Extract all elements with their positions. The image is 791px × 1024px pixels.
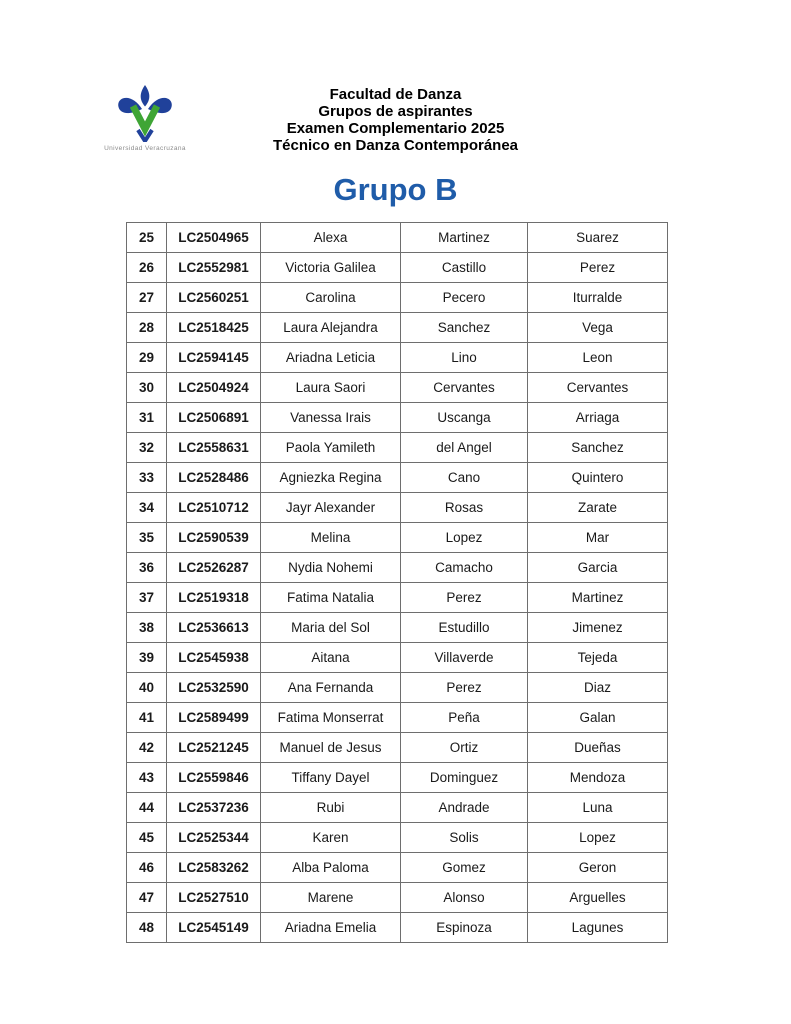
maternal-surname: Galan xyxy=(528,703,668,733)
header-line-groups: Grupos de aspirantes xyxy=(318,103,473,120)
maternal-surname: Geron xyxy=(528,853,668,883)
first-name: Aitana xyxy=(261,643,401,673)
maternal-surname: Arguelles xyxy=(528,883,668,913)
first-name: Carolina xyxy=(261,283,401,313)
maternal-surname: Lopez xyxy=(528,823,668,853)
first-name: Victoria Galilea xyxy=(261,253,401,283)
student-id: LC2552981 xyxy=(167,253,261,283)
row-number: 28 xyxy=(127,313,167,343)
row-number: 37 xyxy=(127,583,167,613)
header-line-program: Técnico en Danza Contemporánea xyxy=(272,137,519,154)
paternal-surname: Cervantes xyxy=(401,373,528,403)
student-table-body xyxy=(127,223,668,943)
student-id: LC2527510 xyxy=(167,883,261,913)
paternal-surname: Cano xyxy=(401,463,528,493)
row-number: 45 xyxy=(127,823,167,853)
maternal-surname: Garcia xyxy=(528,553,668,583)
maternal-surname: Martinez xyxy=(528,583,668,613)
first-name: Maria del Sol xyxy=(261,613,401,643)
table-row xyxy=(127,763,668,793)
row-number: 39 xyxy=(127,643,167,673)
paternal-surname: Castillo xyxy=(401,253,528,283)
student-id: LC2537236 xyxy=(167,793,261,823)
table-row xyxy=(127,433,668,463)
paternal-surname: Alonso xyxy=(401,883,528,913)
maternal-surname: Luna xyxy=(528,793,668,823)
paternal-surname: Lopez xyxy=(401,523,528,553)
maternal-surname: Tejeda xyxy=(528,643,668,673)
paternal-surname: Perez xyxy=(401,673,528,703)
row-number: 26 xyxy=(127,253,167,283)
first-name: Melina xyxy=(261,523,401,553)
table-row xyxy=(127,523,668,553)
row-number: 46 xyxy=(127,853,167,883)
table-row xyxy=(127,403,668,433)
paternal-surname: Rosas xyxy=(401,493,528,523)
student-id: LC2532590 xyxy=(167,673,261,703)
paternal-surname: Uscanga xyxy=(401,403,528,433)
first-name: Nydia Nohemi xyxy=(261,553,401,583)
table-row xyxy=(127,493,668,523)
table-row xyxy=(127,313,668,343)
first-name: Fatima Natalia xyxy=(261,583,401,613)
row-number: 25 xyxy=(127,223,167,253)
student-id: LC2589499 xyxy=(167,703,261,733)
first-name: Paola Yamileth xyxy=(261,433,401,463)
row-number: 32 xyxy=(127,433,167,463)
row-number: 41 xyxy=(127,703,167,733)
first-name: Jayr Alexander xyxy=(261,493,401,523)
maternal-surname: Cervantes xyxy=(528,373,668,403)
maternal-surname: Zarate xyxy=(528,493,668,523)
logo-caption: Universidad Veracruzana xyxy=(104,145,186,152)
table-row xyxy=(127,253,668,283)
first-name: Manuel de Jesus xyxy=(261,733,401,763)
first-name: Rubi xyxy=(261,793,401,823)
table-row xyxy=(127,853,668,883)
first-name: Laura Saori xyxy=(261,373,401,403)
table-row xyxy=(127,373,668,403)
paternal-surname: Dominguez xyxy=(401,763,528,793)
row-number: 31 xyxy=(127,403,167,433)
maternal-surname: Quintero xyxy=(528,463,668,493)
first-name: Agniezka Regina xyxy=(261,463,401,493)
table-row xyxy=(127,913,668,943)
group-title: Grupo B xyxy=(333,172,458,207)
maternal-surname: Lagunes xyxy=(528,913,668,943)
row-number: 36 xyxy=(127,553,167,583)
first-name: Laura Alejandra xyxy=(261,313,401,343)
student-table xyxy=(126,222,668,943)
student-id: LC2526287 xyxy=(167,553,261,583)
maternal-surname: Diaz xyxy=(528,673,668,703)
table-row xyxy=(127,553,668,583)
student-id: LC2594145 xyxy=(167,343,261,373)
first-name: Fatima Monserrat xyxy=(261,703,401,733)
maternal-surname: Jimenez xyxy=(528,613,668,643)
table-row xyxy=(127,673,668,703)
table-row xyxy=(127,823,668,853)
row-number: 33 xyxy=(127,463,167,493)
paternal-surname: Gomez xyxy=(401,853,528,883)
student-id: LC2545938 xyxy=(167,643,261,673)
maternal-surname: Suarez xyxy=(528,223,668,253)
maternal-surname: Vega xyxy=(528,313,668,343)
row-number: 40 xyxy=(127,673,167,703)
paternal-surname: Ortiz xyxy=(401,733,528,763)
paternal-surname: Villaverde xyxy=(401,643,528,673)
paternal-surname: Martinez xyxy=(401,223,528,253)
row-number: 29 xyxy=(127,343,167,373)
student-id: LC2506891 xyxy=(167,403,261,433)
student-id: LC2504965 xyxy=(167,223,261,253)
row-number: 42 xyxy=(127,733,167,763)
student-id: LC2504924 xyxy=(167,373,261,403)
maternal-surname: Mar xyxy=(528,523,668,553)
first-name: Tiffany Dayel xyxy=(261,763,401,793)
paternal-surname: Pecero xyxy=(401,283,528,313)
paternal-surname: del Angel xyxy=(401,433,528,463)
maternal-surname: Sanchez xyxy=(528,433,668,463)
paternal-surname: Estudillo xyxy=(401,613,528,643)
row-number: 35 xyxy=(127,523,167,553)
first-name: Alba Paloma xyxy=(261,853,401,883)
table-row xyxy=(127,883,668,913)
student-id: LC2510712 xyxy=(167,493,261,523)
paternal-surname: Solis xyxy=(401,823,528,853)
paternal-surname: Andrade xyxy=(401,793,528,823)
student-id: LC2583262 xyxy=(167,853,261,883)
row-number: 27 xyxy=(127,283,167,313)
maternal-surname: Mendoza xyxy=(528,763,668,793)
paternal-surname: Peña xyxy=(401,703,528,733)
student-id: LC2525344 xyxy=(167,823,261,853)
student-id: LC2521245 xyxy=(167,733,261,763)
row-number: 48 xyxy=(127,913,167,943)
table-row xyxy=(127,703,668,733)
header-line-exam: Examen Complementario 2025 xyxy=(286,120,505,137)
first-name: Ana Fernanda xyxy=(261,673,401,703)
paternal-surname: Sanchez xyxy=(401,313,528,343)
table-row xyxy=(127,793,668,823)
row-number: 44 xyxy=(127,793,167,823)
student-id: LC2519318 xyxy=(167,583,261,613)
student-id: LC2518425 xyxy=(167,313,261,343)
maternal-surname: Leon xyxy=(528,343,668,373)
maternal-surname: Arriaga xyxy=(528,403,668,433)
maternal-surname: Perez xyxy=(528,253,668,283)
paternal-surname: Lino xyxy=(401,343,528,373)
student-id: LC2536613 xyxy=(167,613,261,643)
first-name: Vanessa Irais xyxy=(261,403,401,433)
row-number: 47 xyxy=(127,883,167,913)
table-row xyxy=(127,733,668,763)
student-id: LC2528486 xyxy=(167,463,261,493)
paternal-surname: Camacho xyxy=(401,553,528,583)
table-row xyxy=(127,613,668,643)
student-id: LC2559846 xyxy=(167,763,261,793)
table-row xyxy=(127,583,668,613)
row-number: 43 xyxy=(127,763,167,793)
first-name: Ariadna Leticia xyxy=(261,343,401,373)
first-name: Karen xyxy=(261,823,401,853)
table-row xyxy=(127,283,668,313)
table-row xyxy=(127,343,668,373)
table-row xyxy=(127,643,668,673)
student-id: LC2545149 xyxy=(167,913,261,943)
maternal-surname: Dueñas xyxy=(528,733,668,763)
table-row xyxy=(127,223,668,253)
table-row xyxy=(127,463,668,493)
maternal-surname: Iturralde xyxy=(528,283,668,313)
row-number: 38 xyxy=(127,613,167,643)
row-number: 30 xyxy=(127,373,167,403)
header-line-faculty: Facultad de Danza xyxy=(329,86,462,103)
document-header xyxy=(0,86,791,154)
first-name: Alexa xyxy=(261,223,401,253)
student-id: LC2560251 xyxy=(167,283,261,313)
row-number: 34 xyxy=(127,493,167,523)
student-id: LC2590539 xyxy=(167,523,261,553)
student-id: LC2558631 xyxy=(167,433,261,463)
first-name: Ariadna Emelia xyxy=(261,913,401,943)
paternal-surname: Perez xyxy=(401,583,528,613)
paternal-surname: Espinoza xyxy=(401,913,528,943)
first-name: Marene xyxy=(261,883,401,913)
